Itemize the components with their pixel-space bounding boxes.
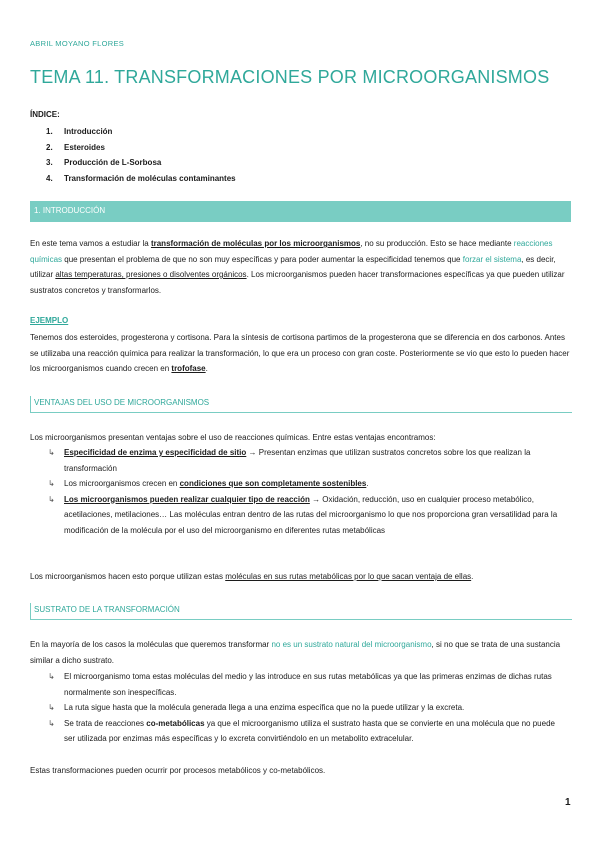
ventajas-closing: Los microorganismos hacen esto porque utilizan estas moléculas en sus rutas metabólicas por lo que sacan ventaja de ellas. [30, 572, 474, 581]
page-number: 1 [565, 797, 571, 808]
ventajas-list [48, 445, 560, 538]
arrow-icon: ↳ [48, 494, 55, 504]
section-heading: VENTAJAS DEL USO DE MICROORGANISMOS [34, 398, 210, 407]
arrow-icon: ↳ [48, 479, 55, 488]
list-item: ↳ Especificidad de enzima y especificidad de sitio → Presentan enzimas que utilizan sustratos concretos sobre los que realizan la transformación [48, 445, 560, 476]
list-item: ↳ La ruta sigue hasta que la molécula generada llega a una enzima específica que no la puede utilizar y la excreta. [48, 700, 560, 716]
index-label: ÍNDICE: [30, 110, 60, 119]
arrow-icon: ↳ [48, 448, 55, 457]
arrow-icon: ↳ [48, 672, 55, 681]
section-heading-ventajas [30, 396, 572, 413]
section-banner-introduccion [30, 201, 571, 222]
list-item: ↳ El microorganismo toma estas moléculas del medio y las introduce en sus rutas metabólicas ya que las primeras enzimas de dichas rutas normalmente son inespecíficas. [48, 669, 560, 700]
arrow-icon: ↳ [48, 718, 55, 728]
ventajas-intro: Los microorganismos presentan ventajas sobre el uso de reacciones químicas. Entre estas ventajas encontramos: [30, 433, 436, 442]
list-item: ↳ Se trata de reacciones co-metabólicas ya que el microorganismo utiliza el sustrato hasta que se convierte en una molécula que no puede ser utilizada por enzimas más específicas y lo excreta convirtiéndolo en un metabolito extracelular. [48, 716, 560, 747]
list-item: ↳ Los microorganismos pueden realizar cualquier tipo de reacción → Oxidación, reducción, uso en cualquier proceso metabólico, acetilaciones, metilaciones… Las moléculas entran dentro de las rutas del microorganismo lo que nos proporciona gran versatilidad para la modificación de la molécula por el uso del microorganismo en diferentes rutas metabólicas [48, 492, 560, 539]
index-item: 2. Esteroides [46, 142, 105, 152]
index-item: 1. Introducción [46, 127, 113, 136]
index-item: 3. Producción de L-Sorbosa [46, 158, 162, 167]
sustrato-intro: En la mayoría de los casos la moléculas que queremos transformar no es un sustrato natural del microorganismo, si no que se trata de una sustancia similar a dicho sustrato. [30, 640, 561, 665]
arrow-icon: ↳ [48, 703, 55, 712]
example-label: EJEMPLO [30, 316, 69, 325]
section-heading: 1. INTRODUCCIÓN [34, 206, 106, 215]
section-heading: SUSTRATO DE LA TRANSFORMACIÓN [34, 605, 180, 614]
intro-paragraph: En este tema vamos a estudiar la transformación de moléculas por los microorganismos, no su producción. Esto se hace mediante reacciones químicas que presentan el problema de que no son muy específicas y para poder aumentar la especificidad tenemos que forzar el sistema, es decir, utilizar altas temperaturas, presiones o disolventes orgánicos. Los microorganismos pueden hacer transformaciones específicas ya que pueden utilizar sustratos concretos y transformarlos. [30, 239, 565, 295]
example-paragraph: Tenemos dos esteroides, progesterona y cortisona. Para la síntesis de cortisona partimos de la progesterona que se diferencia en dos carbonos. Antes se utilizaba una reacción química para realizar la transformación, lo que era un proceso con gran coste. Posteriormente se vio que esto lo pueden hacer los microorganismos cuando crecen en trofofase. [30, 333, 570, 373]
sustrato-list [48, 669, 560, 747]
index-list [46, 124, 236, 186]
sustrato-closing: Estas transformaciones pueden ocurrir por procesos metabólicos y co-metabólicos. [30, 766, 326, 775]
list-item: ↳ Los microorganismos crecen en condiciones que son completamente sostenibles. [48, 476, 560, 492]
index-item: 4. Transformación de moléculas contaminantes [46, 173, 236, 183]
author-name: ABRIL MOYANO FLORES [30, 39, 125, 48]
page-title: TEMA 11. TRANSFORMACIONES POR MICROORGANISMOS [30, 67, 550, 87]
section-heading-sustrato [30, 603, 572, 620]
